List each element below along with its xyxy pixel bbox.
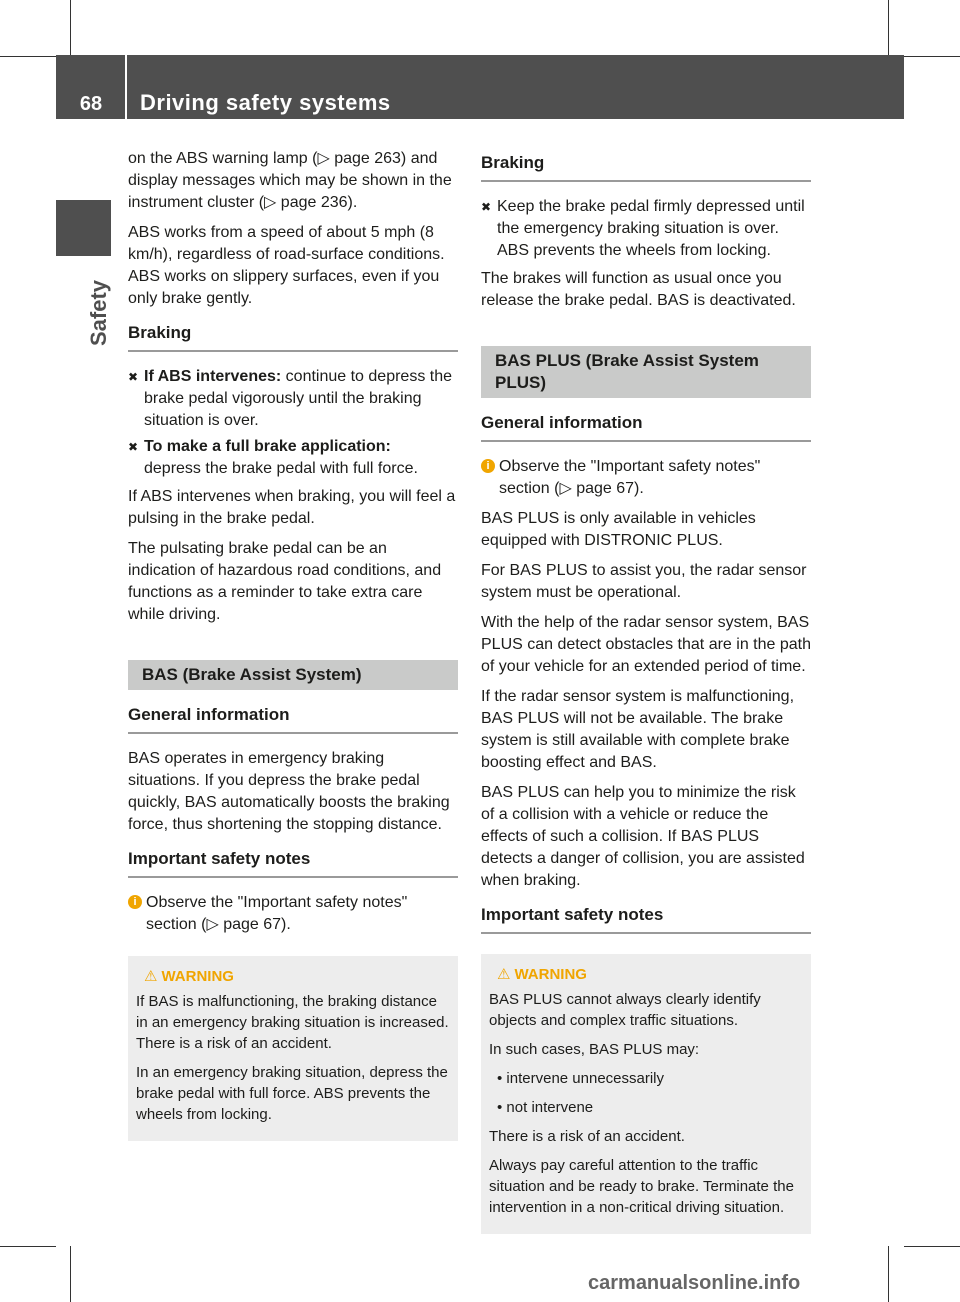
step-text: depress the brake pedal with full force. [144,460,418,477]
info-text: Observe the "Important safety notes" section (▷ page 67). [499,458,761,497]
step-text: Keep the brake pedal firmly depressed until the emergency braking situation is over. ABS prevents the wheels from locking. [497,198,805,259]
warning-triangle-icon: ⚠ [497,966,511,983]
sub-heading: Important safety notes [128,848,458,878]
paragraph: The pulsating brake pedal can be an indication of hazardous road conditions, and functions as a reminder to take extra care while driving. [128,540,442,623]
section-heading: BAS PLUS (Brake Assist System PLUS) [481,346,811,398]
info-note [481,456,811,500]
crop-mark [904,56,960,57]
sub-heading: Important safety notes [481,904,811,934]
section-heading: BAS (Brake Assist System) [128,660,458,690]
paragraph: If ABS intervenes when braking, you will feel a pulsing in the brake pedal. [128,488,456,527]
left-column [128,148,458,1141]
arrow-icon: ✖ [481,200,492,214]
crop-mark [0,56,56,57]
warning-label: WARNING [514,966,587,983]
warning-text: If BAS is malfunctioning, the braking distance in an emergency braking situation is increased. There is a risk of an accident. [136,993,449,1052]
paragraph: The brakes will function as usual once you release the brake pedal. BAS is deactivated. [481,270,796,309]
crop-mark [888,1246,889,1302]
warning-triangle-icon: ⚠ [144,968,158,985]
chapter-title: Driving safety systems [140,90,391,115]
bullet-item: • not intervene [489,1097,803,1118]
warning-text: There is a risk of an accident. [489,1128,685,1145]
bullet-item: • intervene unnecessarily [489,1068,803,1089]
step-text: continue to depress the brake pedal vigorously until the braking situation is over. [144,368,452,429]
sub-heading: General information [128,704,458,734]
paragraph: on the ABS warning lamp (▷ page 263) and display messages which may be shown in the instrument cluster (▷ page 236). [128,150,452,211]
info-icon: i [481,459,495,473]
paragraph: BAS PLUS can help you to minimize the risk of a collision with a vehicle or reduce the effects of such a collision. If BAS PLUS detects a danger of collision, you are assisted when braking. [481,784,805,889]
arrow-icon: ✖ [128,370,139,384]
sub-heading: Braking [481,152,811,182]
crop-mark [70,0,71,55]
step-item [128,366,458,432]
right-column [481,148,811,1234]
warning-text: BAS PLUS cannot always clearly identify objects and complex traffic situations. [489,991,761,1029]
header-divider [125,55,127,119]
crop-mark [70,1246,71,1302]
step-item [128,436,458,480]
warning-box [128,956,458,1141]
crop-mark [888,0,889,55]
warning-label: WARNING [161,968,234,985]
paragraph: If the radar sensor system is malfunctioning, BAS PLUS will not be available. The brake system is still available with complete brake boosting effect and BAS. [481,688,795,771]
paragraph: For BAS PLUS to assist you, the radar sensor system must be operational. [481,562,807,601]
crop-mark [904,1246,960,1247]
step-bold: To make a full brake application: [144,438,391,455]
warning-header [489,964,803,985]
info-icon: i [128,895,142,909]
warning-text: In such cases, BAS PLUS may: [489,1041,700,1058]
side-tab [56,200,111,256]
paragraph: BAS PLUS is only available in vehicles equipped with DISTRONIC PLUS. [481,510,756,549]
paragraph: With the help of the radar sensor system, BAS PLUS can detect obstacles that are in the path of your vehicle for an extended period of time. [481,614,811,675]
warning-text: In an emergency braking situation, depress the brake pedal with full force. ABS prevents the wheels from locking. [136,1064,448,1123]
warning-text: Always pay careful attention to the traffic situation and be ready to brake. Terminate the intervention in a non-critical driving situation. [489,1157,794,1216]
watermark: carmanualsonline.info [588,1272,801,1294]
arrow-icon: ✖ [128,440,139,454]
paragraph: ABS works from a speed of about 5 mph (8 km/h), regardless of road-surface conditions. ABS works on slippery surfaces, even if you only brake gently. [128,224,445,307]
sub-heading: Braking [128,322,458,352]
info-text: Observe the "Important safety notes" section (▷ page 67). [146,894,408,933]
crop-mark [0,1246,56,1247]
page-number: 68 [79,93,103,115]
step-bold: If ABS intervenes: [144,368,282,385]
step-item [481,196,811,262]
side-label: Safety [86,279,111,346]
info-note [128,892,458,936]
warning-header [136,966,450,987]
sub-heading: General information [481,412,811,442]
warning-box [481,954,811,1234]
paragraph: BAS operates in emergency braking situations. If you depress the brake pedal quickly, BAS automatically boosts the braking force, thus shortening the stopping distance. [128,750,450,833]
